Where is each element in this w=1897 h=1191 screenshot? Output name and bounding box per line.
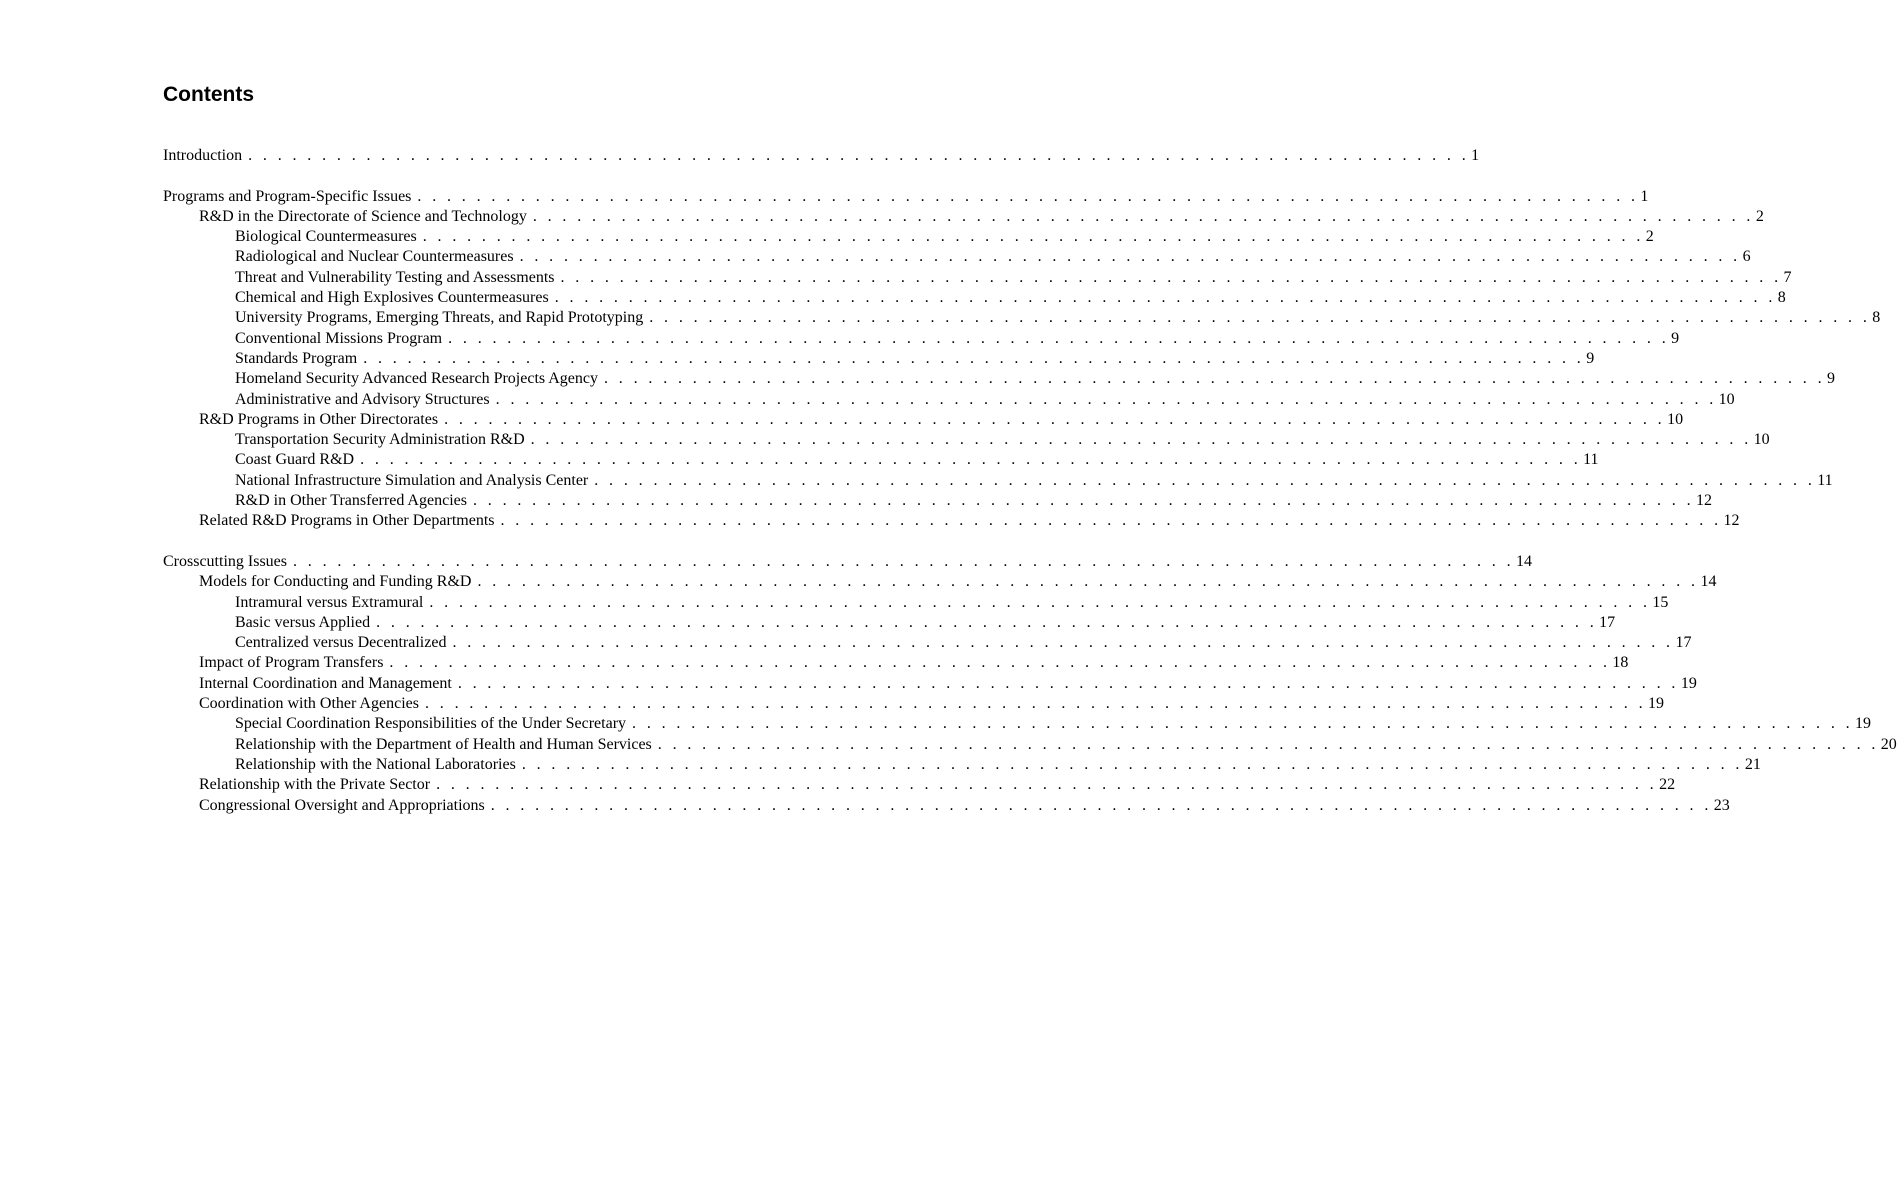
toc-entry[interactable] — [163, 633, 1692, 653]
toc-entry[interactable] — [163, 796, 1730, 816]
toc-page-number: 19 — [1680, 674, 1697, 692]
toc-entry[interactable] — [163, 390, 1735, 410]
toc-page-number: 21 — [1744, 755, 1761, 773]
toc-dot-leader: . . . . . . . . . . . . . . . . . . . . . . . . . . . . . . . . . . . . . . . . . . . . . . . . . . . . . . . . . . . . . . . . . . . . . . . . . . . . . . . . . . . — [495, 390, 1717, 408]
toc-page-number: 10 — [1667, 410, 1684, 428]
toc-entry[interactable] — [163, 674, 1697, 694]
toc-dot-leader: . . . . . . . . . . . . . . . . . . . . . . . . . . . . . . . . . . . . . . . . . . . . . . . . . . . . . . . . . . . . . . . . . . . . . . . . . . . . . . . . . . . — [532, 207, 1754, 225]
toc-page-number: 18 — [1612, 654, 1629, 672]
toc-entry-label: Internal Coordination and Management — [199, 674, 452, 692]
toc-page-number: 12 — [1695, 492, 1712, 510]
toc-entry-label: Homeland Security Advanced Research Projects Agency — [235, 370, 598, 388]
toc-entry-label: Related R&D Programs in Other Departments — [199, 512, 495, 530]
toc-entry-label: Radiological and Nuclear Countermeasures — [235, 248, 514, 266]
toc-dot-leader: . . . . . . . . . . . . . . . . . . . . . . . . . . . . . . . . . . . . . . . . . . . . . . . . . . . . . . . . . . . . . . . . . . . . . . . . . . . . . . . . . . . — [560, 268, 1782, 286]
toc-page-number: 1 — [1471, 147, 1480, 164]
toc-dot-leader: . . . . . . . . . . . . . . . . . . . . . . . . . . . . . . . . . . . . . . . . . . . . . . . . . . . . . . . . . . . . . . . . . . . . . . . . . . . . . . . . . . . — [436, 776, 1658, 794]
toc-dot-leader: . . . . . . . . . . . . . . . . . . . . . . . . . . . . . . . . . . . . . . . . . . . . . . . . . . . . . . . . . . . . . . . . . . . . . . . . . . . . . . . . . . . — [649, 309, 1871, 327]
toc-dot-leader: . . . . . . . . . . . . . . . . . . . . . . . . . . . . . . . . . . . . . . . . . . . . . . . . . . . . . . . . . . . . . . . . . . . . . . . . . . . . . . . . . . . — [519, 248, 1741, 266]
toc-entry-label: Threat and Vulnerability Testing and Assessments — [235, 268, 555, 286]
toc-dot-leader: . . . . . . . . . . . . . . . . . . . . . . . . . . . . . . . . . . . . . . . . . . . . . . . . . . . . . . . . . . . . . . . . . . . . . . . . . . . . . . . . . . . — [444, 410, 1666, 428]
toc-entry-label: Programs and Program-Specific Issues — [163, 187, 412, 205]
toc-page-number: 14 — [1516, 552, 1532, 570]
toc-entry-label: Intramural versus Extramural — [235, 593, 424, 611]
toc-entry-label: Chemical and High Explosives Countermeasures — [235, 289, 549, 307]
toc-entry[interactable] — [163, 613, 1616, 633]
toc-page-number: 2 — [1755, 207, 1764, 225]
toc-dot-leader: . . . . . . . . . . . . . . . . . . . . . . . . . . . . . . . . . . . . . . . . . . . . . . . . . . . . . . . . . . . . . . . . . . . . . . . . . . . . . . . . . . . — [554, 289, 1776, 307]
toc-dot-leader: . . . . . . . . . . . . . . . . . . . . . . . . . . . . . . . . . . . . . . . . . . . . . . . . . . . . . . . . . . . . . . . . . . . . . . . . . . . . . . . . . . . — [472, 492, 1694, 510]
toc-page-number: 11 — [1583, 451, 1599, 469]
toc-entry-label: Conventional Missions Program — [235, 329, 443, 347]
toc-dot-leader: . . . . . . . . . . . . . . . . . . . . . . . . . . . . . . . . . . . . . . . . . . . . . . . . . . . . . . . . . . . . . . . . . . . . . . . . . . . . . . . . . . . — [452, 634, 1674, 652]
toc-entry[interactable] — [163, 247, 1751, 267]
toc-entry[interactable] — [163, 410, 1684, 430]
toc-entry[interactable] — [163, 471, 1833, 491]
toc-page-number: 11 — [1817, 471, 1833, 489]
toc-entry[interactable] — [163, 694, 1664, 714]
page-title: Contents — [163, 83, 254, 106]
toc-dot-leader: . . . . . . . . . . . . . . . . . . . . . . . . . . . . . . . . . . . . . . . . . . . . . . . . . . . . . . . . . . . . . . . . . . . . . . . . . . . . . . . . . . . — [604, 370, 1825, 388]
toc-dot-leader: . . . . . . . . . . . . . . . . . . . . . . . . . . . . . . . . . . . . . . . . . . . . . . . . . . . . . . . . . . . . . . . . . . . . . . . . . . . . . . . . . . . — [500, 512, 1722, 530]
toc-entry-label: Impact of Program Transfers — [199, 654, 384, 672]
toc-entry-label: Crosscutting Issues — [163, 552, 287, 570]
toc-dot-leader: . . . . . . . . . . . . . . . . . . . . . . . . . . . . . . . . . . . . . . . . . . . . . . . . . . . . . . . . . . . . . . . . . . . . . . . . . . . . . . . . . . . — [360, 451, 1582, 469]
toc-entry-label: Biological Countermeasures — [235, 228, 417, 246]
toc-page-number: 10 — [1718, 390, 1735, 408]
toc-dot-leader: . . . . . . . . . . . . . . . . . . . . . . . . . . . . . . . . . . . . . . . . . . . . . . . . . . . . . . . . . . . . . . . . . . . . . . . . . . . . . . . . . . . — [293, 552, 1514, 570]
toc-entry-label: Administrative and Advisory Structures — [235, 390, 490, 408]
toc-dot-leader: . . . . . . . . . . . . . . . . . . . . . . . . . . . . . . . . . . . . . . . . . . . . . . . . . . . . . . . . . . . . . . . . . . . . . . . . . . . . . . . . . . . — [376, 613, 1598, 631]
toc-dot-leader: . . . . . . . . . . . . . . . . . . . . . . . . . . . . . . . . . . . . . . . . . . . . . . . . . . . . . . . . . . . . . . . . . . . . . . . . . . . . . . . . . . . — [521, 755, 1743, 773]
toc-dot-leader: . . . . . . . . . . . . . . . . . . . . . . . . . . . . . . . . . . . . . . . . . . . . . . . . . . . . . . . . . . . . . . . . . . . . . . . . . . . . . . . . . . . — [657, 735, 1879, 753]
toc-entry[interactable] — [163, 207, 1764, 227]
toc-entry[interactable] — [163, 349, 1595, 369]
toc-entry-label: Coordination with Other Agencies — [199, 695, 419, 713]
toc-page-number: 22 — [1659, 776, 1676, 794]
toc-page-number: 14 — [1700, 573, 1717, 591]
toc-entry[interactable] — [163, 369, 1835, 389]
toc-entry-label: Relationship with the Private Sector — [199, 776, 431, 794]
toc-dot-leader: . . . . . . . . . . . . . . . . . . . . . . . . . . . . . . . . . . . . . . . . . . . . . . . . . . . . . . . . . . . . . . . . . . . . . . . . . . . . . . . . . . . — [429, 593, 1651, 611]
toc-entry-label: Introduction — [163, 147, 243, 164]
toc-entry[interactable] — [163, 572, 1717, 592]
toc-entry-label: Coast Guard R&D — [235, 451, 355, 469]
toc-page-number: 12 — [1723, 512, 1740, 530]
toc-page-number: 9 — [1827, 370, 1835, 388]
toc-entry-label: Centralized versus Decentralized — [235, 634, 447, 652]
toc-dot-leader: . . . . . . . . . . . . . . . . . . . . . . . . . . . . . . . . . . . . . . . . . . . . . . . . . . . . . . . . . . . . . . . . . . . . . . . . . . . . . . . . . . . — [248, 147, 1470, 164]
toc-dot-leader: . . . . . . . . . . . . . . . . . . . . . . . . . . . . . . . . . . . . . . . . . . . . . . . . . . . . . . . . . . . . . . . . . . . . . . . . . . . . . . . . . . . — [457, 674, 1679, 692]
toc-entry-label: Relationship with the Department of Health and Human Services — [235, 735, 652, 753]
toc-entry[interactable] — [163, 653, 1629, 673]
toc-entry[interactable] — [163, 187, 1649, 207]
toc-entry-label: Basic versus Applied — [235, 613, 371, 631]
toc-entry[interactable] — [163, 735, 1897, 755]
toc-entry-label: Transportation Security Administration R&D — [235, 431, 525, 449]
toc-dot-leader: . . . . . . . . . . . . . . . . . . . . . . . . . . . . . . . . . . . . . . . . . . . . . . . . . . . . . . . . . . . . . . . . . . . . . . . . . . . . . . . . . . . — [422, 228, 1644, 246]
toc-page-number: 19 — [1647, 695, 1664, 713]
toc-entry[interactable] — [163, 227, 1654, 247]
toc-entry-label: R&D in Other Transferred Agencies — [235, 492, 467, 510]
toc-page-number: 20 — [1880, 735, 1897, 753]
toc-dot-leader: . . . . . . . . . . . . . . . . . . . . . . . . . . . . . . . . . . . . . . . . . . . . . . . . . . . . . . . . . . . . . . . . . . . . . . . . . . . . . . . . . . . — [490, 796, 1712, 814]
toc-entry[interactable] — [163, 775, 1676, 795]
table-of-contents — [163, 146, 1897, 816]
toc-entry[interactable] — [163, 593, 1669, 613]
toc-entry[interactable] — [163, 329, 1680, 349]
toc-entry[interactable] — [163, 511, 1740, 531]
toc-entry[interactable] — [163, 268, 1792, 288]
toc-page-number: 2 — [1645, 228, 1654, 246]
toc-entry-label: National Infrastructure Simulation and Analysis Center — [235, 471, 589, 489]
toc-dot-leader: . . . . . . . . . . . . . . . . . . . . . . . . . . . . . . . . . . . . . . . . . . . . . . . . . . . . . . . . . . . . . . . . . . . . . . . . . . . . . . . . . . . — [594, 471, 1816, 489]
toc-page-number: 8 — [1872, 309, 1881, 327]
toc-entry[interactable] — [163, 146, 1480, 166]
toc-entry[interactable] — [163, 755, 1761, 775]
toc-page-number: 19 — [1855, 715, 1872, 733]
toc-dot-leader: . . . . . . . . . . . . . . . . . . . . . . . . . . . . . . . . . . . . . . . . . . . . . . . . . . . . . . . . . . . . . . . . . . . . . . . . . . . . . . . . . . . — [417, 187, 1639, 205]
toc-entry[interactable] — [163, 430, 1770, 450]
toc-entry[interactable] — [163, 450, 1599, 470]
toc-entry-label: University Programs, Emerging Threats, and Rapid Prototyping — [235, 309, 644, 327]
toc-dot-leader: . . . . . . . . . . . . . . . . . . . . . . . . . . . . . . . . . . . . . . . . . . . . . . . . . . . . . . . . . . . . . . . . . . . . . . . . . . . . . . . . . . . — [363, 349, 1585, 367]
toc-page-number: 6 — [1742, 248, 1751, 266]
toc-page-number: 17 — [1675, 634, 1692, 652]
toc-page-number: 8 — [1777, 289, 1786, 307]
toc-page-number: 9 — [1586, 349, 1595, 367]
toc-page-number: 15 — [1652, 593, 1669, 611]
toc-entry-label: Special Coordination Responsibilities of the Under Secretary — [235, 715, 627, 733]
toc-page-number: 9 — [1671, 329, 1680, 347]
toc-dot-leader: . . . . . . . . . . . . . . . . . . . . . . . . . . . . . . . . . . . . . . . . . . . . . . . . . . . . . . . . . . . . . . . . . . . . . . . . . . . . . . . . . . . — [389, 654, 1611, 672]
toc-dot-leader: . . . . . . . . . . . . . . . . . . . . . . . . . . . . . . . . . . . . . . . . . . . . . . . . . . . . . . . . . . . . . . . . . . . . . . . . . . . . . . . . . . . — [530, 431, 1752, 449]
toc-page-number: 10 — [1753, 431, 1770, 449]
toc-entry[interactable] — [163, 288, 1786, 308]
toc-entry[interactable] — [163, 491, 1712, 511]
toc-entry-label: Congressional Oversight and Appropriations — [199, 796, 485, 814]
toc-page-number: 17 — [1599, 613, 1616, 631]
toc-dot-leader: . . . . . . . . . . . . . . . . . . . . . . . . . . . . . . . . . . . . . . . . . . . . . . . . . . . . . . . . . . . . . . . . . . . . . . . . . . . . . . . . . . . — [477, 573, 1699, 591]
toc-entry-label: Models for Conducting and Funding R&D — [199, 573, 472, 591]
toc-entry-label: R&D in the Directorate of Science and Technology — [199, 207, 527, 225]
toc-entry[interactable] — [163, 552, 1532, 572]
toc-dot-leader: . . . . . . . . . . . . . . . . . . . . . . . . . . . . . . . . . . . . . . . . . . . . . . . . . . . . . . . . . . . . . . . . . . . . . . . . . . . . . . . . . . . — [632, 715, 1854, 733]
toc-page-number: 7 — [1783, 268, 1792, 286]
toc-page-number: 1 — [1640, 187, 1649, 205]
toc-entry[interactable] — [163, 308, 1881, 328]
toc-page-number: 23 — [1713, 796, 1730, 814]
toc-dot-leader: . . . . . . . . . . . . . . . . . . . . . . . . . . . . . . . . . . . . . . . . . . . . . . . . . . . . . . . . . . . . . . . . . . . . . . . . . . . . . . . . . . . — [424, 695, 1646, 713]
toc-entry[interactable] — [163, 714, 1872, 734]
toc-entry-label: Relationship with the National Laboratories — [235, 755, 516, 773]
toc-entry-label: R&D Programs in Other Directorates — [199, 410, 439, 428]
toc-dot-leader: . . . . . . . . . . . . . . . . . . . . . . . . . . . . . . . . . . . . . . . . . . . . . . . . . . . . . . . . . . . . . . . . . . . . . . . . . . . . . . . . . . . — [448, 329, 1670, 347]
toc-entry-label: Standards Program — [235, 349, 358, 367]
